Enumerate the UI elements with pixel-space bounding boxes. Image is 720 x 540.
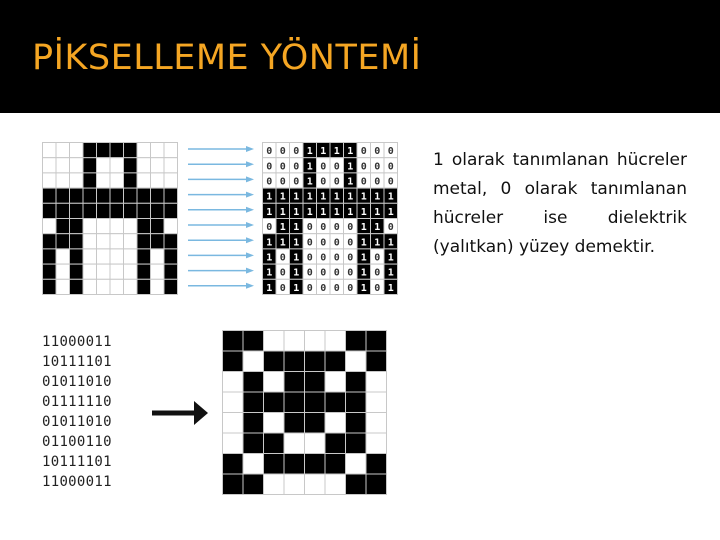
top-binary-digit: 1 xyxy=(293,191,300,203)
top-pixel-cell xyxy=(43,143,57,158)
bottom-pixel-cell xyxy=(264,351,285,372)
top-pixel-cell xyxy=(70,249,84,264)
top-pixel-cell xyxy=(137,173,151,188)
top-pixel-cell xyxy=(43,264,57,279)
bottom-pixel-cell xyxy=(264,372,285,393)
bottom-pixel-cell xyxy=(264,392,285,413)
bottom-pixel-cell xyxy=(284,454,305,475)
bottom-pixel-cell xyxy=(346,351,367,372)
bottom-pixel-cell xyxy=(284,474,305,495)
top-binary-digit: 1 xyxy=(279,222,286,234)
top-pixel-cell xyxy=(110,173,124,188)
top-pixel-cell xyxy=(70,264,84,279)
top-binary-digit: 0 xyxy=(266,222,273,234)
bottom-pixel-cell xyxy=(264,433,285,454)
top-binary-digit: 0 xyxy=(374,176,381,188)
top-binary-digit: 0 xyxy=(320,267,327,279)
top-binary-digit: 1 xyxy=(266,282,273,294)
top-binary-digit: 1 xyxy=(279,191,286,203)
top-pixel-cell xyxy=(151,203,165,218)
top-pixel-cell xyxy=(137,219,151,234)
top-pixel-cell xyxy=(124,203,138,218)
bottom-pixel-cell xyxy=(366,474,387,495)
top-pixel-cell xyxy=(110,158,124,173)
top-pixel-cell xyxy=(83,234,97,249)
top-pixel-cell xyxy=(124,234,138,249)
top-pixel-cell xyxy=(83,188,97,203)
top-pixel-cell xyxy=(110,203,124,218)
blue-arrow-head xyxy=(246,252,254,258)
bottom-pixel-cell xyxy=(366,413,387,434)
top-binary-digit: 1 xyxy=(387,191,394,203)
bottom-pixel-cell xyxy=(346,433,367,454)
right-arrow-icon xyxy=(150,398,210,428)
top-binary-digit: 0 xyxy=(306,282,313,294)
top-binary-digit: 0 xyxy=(266,161,273,173)
top-pixel-cell xyxy=(97,249,111,264)
bottom-pixel-cell xyxy=(223,372,244,393)
bottom-pixel-cell xyxy=(325,474,346,495)
top-pixel-cell xyxy=(110,279,124,294)
top-pixel-cell xyxy=(70,143,84,158)
top-binary-digit: 1 xyxy=(293,222,300,234)
bottom-pixel-cell xyxy=(366,372,387,393)
top-pixel-cell xyxy=(137,188,151,203)
top-binary-digit: 0 xyxy=(333,222,340,234)
top-pixel-cell xyxy=(83,143,97,158)
top-pixel-cell xyxy=(56,143,70,158)
top-binary-digit: 0 xyxy=(374,282,381,294)
top-pixel-cell xyxy=(137,234,151,249)
top-pixel-cell xyxy=(43,158,57,173)
top-pixel-cell xyxy=(97,264,111,279)
bottom-pixel-cell xyxy=(243,372,264,393)
top-binary-digit: 1 xyxy=(360,222,367,234)
bottom-pixel-cell xyxy=(223,454,244,475)
top-pixel-cell xyxy=(97,234,111,249)
slide-title: PİKSELLEME YÖNTEMİ xyxy=(32,38,422,78)
top-pixel-cell xyxy=(164,249,178,264)
top-pixel-cell xyxy=(124,279,138,294)
top-pixel-cell xyxy=(56,219,70,234)
top-pixel-cell xyxy=(56,203,70,218)
top-pixel-cell xyxy=(97,158,111,173)
top-pixel-cell xyxy=(70,173,84,188)
bottom-pixel-cell xyxy=(264,331,285,352)
top-binary-digit: 0 xyxy=(360,146,367,158)
binary-code-list xyxy=(42,332,112,492)
top-pixel-cell xyxy=(110,234,124,249)
bottom-pixel-cell xyxy=(284,392,305,413)
top-binary-digit: 1 xyxy=(266,206,273,218)
top-binary-digit: 0 xyxy=(320,161,327,173)
top-pixel-cell xyxy=(137,143,151,158)
blue-arrow-head xyxy=(246,192,254,198)
bottom-pixel-cell xyxy=(325,331,346,352)
blue-arrow-head xyxy=(246,268,254,274)
top-binary-digit: 1 xyxy=(374,206,381,218)
top-pixel-cell xyxy=(124,249,138,264)
top-binary-digit: 0 xyxy=(374,146,381,158)
bottom-pixel-cell xyxy=(284,351,305,372)
top-binary-digit: 0 xyxy=(360,176,367,188)
top-pixel-cell xyxy=(43,173,57,188)
top-binary-digit: 0 xyxy=(333,237,340,249)
bottom-pixel-cell xyxy=(264,474,285,495)
binary-code-line: 01011010 xyxy=(42,414,112,430)
top-binary-digit: 0 xyxy=(387,176,394,188)
bottom-pixel-cell xyxy=(346,392,367,413)
bottom-pixel-cell xyxy=(284,433,305,454)
top-binary-digit: 1 xyxy=(387,282,394,294)
top-pixel-cell xyxy=(164,158,178,173)
top-binary-digit: 1 xyxy=(306,176,313,188)
top-binary-digit: 0 xyxy=(333,252,340,264)
top-binary-digit: 1 xyxy=(266,267,273,279)
bottom-pixel-cell xyxy=(325,372,346,393)
top-binary-digit: 1 xyxy=(266,252,273,264)
top-pixel-cell xyxy=(151,234,165,249)
top-binary-digit: 0 xyxy=(347,252,354,264)
top-pixel-cell xyxy=(137,279,151,294)
top-binary-digit: 1 xyxy=(279,237,286,249)
top-binary-digit: 1 xyxy=(374,191,381,203)
bottom-pixel-cell xyxy=(325,351,346,372)
bottom-pixel-cell xyxy=(305,413,326,434)
top-pixel-cell xyxy=(97,173,111,188)
top-pixel-cell xyxy=(164,279,178,294)
top-pixel-cell xyxy=(83,203,97,218)
top-pixel-cell xyxy=(56,158,70,173)
top-pixel-cell xyxy=(124,264,138,279)
top-binary-digit: 0 xyxy=(347,282,354,294)
bottom-pixel-cell xyxy=(346,331,367,352)
top-pixel-grid xyxy=(42,142,180,297)
top-pixel-cell xyxy=(56,279,70,294)
blue-arrow-head xyxy=(246,237,254,243)
top-pixel-cell xyxy=(43,234,57,249)
top-binary-digit: 0 xyxy=(266,176,273,188)
bottom-pixel-cell xyxy=(305,331,326,352)
top-binary-digit: 1 xyxy=(360,282,367,294)
top-binary-digit: 0 xyxy=(374,161,381,173)
top-pixel-cell xyxy=(70,158,84,173)
top-binary-digit: 1 xyxy=(293,282,300,294)
top-pixel-cell xyxy=(164,188,178,203)
top-binary-digit: 0 xyxy=(320,237,327,249)
top-pixel-cell xyxy=(151,158,165,173)
title-bar xyxy=(0,0,720,113)
top-binary-digit: 0 xyxy=(387,161,394,173)
bottom-pixel-cell xyxy=(243,454,264,475)
bottom-pixel-cell xyxy=(305,433,326,454)
top-binary-digit: 1 xyxy=(374,222,381,234)
bottom-pixel-cell xyxy=(346,372,367,393)
top-binary-digit: 0 xyxy=(387,146,394,158)
top-binary-digit: 0 xyxy=(360,161,367,173)
blue-arrows xyxy=(186,142,258,297)
binary-code-line: 01011010 xyxy=(42,374,112,390)
top-pixel-cell xyxy=(151,219,165,234)
top-binary-digit: 0 xyxy=(279,282,286,294)
top-pixel-cell xyxy=(83,173,97,188)
top-binary-digit: 1 xyxy=(333,206,340,218)
top-pixel-cell xyxy=(70,279,84,294)
top-pixel-cell xyxy=(97,188,111,203)
top-pixel-cell xyxy=(110,264,124,279)
top-pixel-cell xyxy=(70,219,84,234)
top-binary-digit: 1 xyxy=(387,206,394,218)
top-binary-digit: 0 xyxy=(293,176,300,188)
top-pixel-cell xyxy=(43,249,57,264)
bottom-pixel-cell xyxy=(243,392,264,413)
top-pixel-cell xyxy=(164,203,178,218)
top-binary-digit: 0 xyxy=(279,267,286,279)
blue-arrow-head xyxy=(246,207,254,213)
bottom-pixel-cell xyxy=(223,351,244,372)
top-pixel-cell xyxy=(97,279,111,294)
top-pixel-cell xyxy=(43,219,57,234)
top-binary-digit: 1 xyxy=(360,252,367,264)
top-pixel-cell xyxy=(43,279,57,294)
top-binary-digit: 0 xyxy=(306,267,313,279)
bottom-pixel-cell xyxy=(366,454,387,475)
top-binary-digit: 0 xyxy=(347,267,354,279)
top-pixel-cell xyxy=(124,158,138,173)
bottom-pixel-cell xyxy=(366,351,387,372)
top-pixel-cell xyxy=(151,173,165,188)
top-binary-digit: 1 xyxy=(306,146,313,158)
top-binary-digit: 0 xyxy=(293,161,300,173)
top-pixel-cell xyxy=(151,249,165,264)
bottom-pixel-cell xyxy=(223,413,244,434)
blue-arrow-head xyxy=(246,176,254,182)
top-pixel-cell xyxy=(110,249,124,264)
top-binary-digit: 0 xyxy=(279,161,286,173)
top-binary-digit: 0 xyxy=(347,222,354,234)
top-pixel-cell xyxy=(70,203,84,218)
blue-arrow-head xyxy=(246,161,254,167)
top-binary-digit: 1 xyxy=(360,206,367,218)
top-binary-digit: 1 xyxy=(347,176,354,188)
top-binary-digit: 0 xyxy=(374,252,381,264)
bottom-pixel-cell xyxy=(243,413,264,434)
bottom-pixel-cell xyxy=(305,392,326,413)
top-binary-digit: 1 xyxy=(333,146,340,158)
bottom-pixel-cell xyxy=(325,413,346,434)
top-pixel-cell xyxy=(151,188,165,203)
top-binary-digit: 1 xyxy=(347,161,354,173)
top-binary-digit: 0 xyxy=(387,222,394,234)
bottom-pixel-grid xyxy=(222,330,388,496)
blue-arrow-head xyxy=(246,222,254,228)
top-pixel-cell xyxy=(43,203,57,218)
top-binary-digit: 0 xyxy=(320,252,327,264)
top-binary-digit: 1 xyxy=(293,252,300,264)
top-pixel-cell xyxy=(151,264,165,279)
top-pixel-cell xyxy=(97,219,111,234)
top-pixel-cell xyxy=(124,143,138,158)
top-binary-digit: 0 xyxy=(347,237,354,249)
bottom-pixel-cell xyxy=(243,474,264,495)
top-pixel-cell xyxy=(83,279,97,294)
top-binary-digit: 0 xyxy=(306,222,313,234)
top-binary-digit: 1 xyxy=(347,191,354,203)
top-pixel-cell xyxy=(110,188,124,203)
top-binary-digit: 0 xyxy=(374,267,381,279)
bottom-pixel-cell xyxy=(223,331,244,352)
bottom-pixel-cell xyxy=(346,474,367,495)
top-binary-digit: 1 xyxy=(320,146,327,158)
top-pixel-cell xyxy=(70,234,84,249)
top-pixel-cell xyxy=(124,219,138,234)
bottom-pixel-cell xyxy=(243,331,264,352)
blue-arrow-head xyxy=(246,146,254,152)
top-pixel-cell xyxy=(137,249,151,264)
top-pixel-cell xyxy=(97,143,111,158)
top-binary-digit: 1 xyxy=(333,191,340,203)
top-binary-grid xyxy=(262,142,400,297)
top-binary-digit: 0 xyxy=(279,252,286,264)
top-pixel-cell xyxy=(97,203,111,218)
top-binary-digit: 0 xyxy=(306,237,313,249)
top-binary-digit: 0 xyxy=(279,146,286,158)
bottom-pixel-cell xyxy=(264,413,285,434)
top-binary-digit: 0 xyxy=(320,176,327,188)
top-binary-digit: 0 xyxy=(279,176,286,188)
bottom-pixel-cell xyxy=(223,433,244,454)
top-pixel-cell xyxy=(83,158,97,173)
top-pixel-cell xyxy=(151,279,165,294)
top-binary-digit: 1 xyxy=(374,237,381,249)
top-binary-digit: 0 xyxy=(306,252,313,264)
top-pixel-cell xyxy=(70,188,84,203)
binary-code-line: 01111110 xyxy=(42,394,112,410)
top-binary-digit: 0 xyxy=(293,146,300,158)
bottom-pixel-cell xyxy=(243,433,264,454)
top-binary-digit: 1 xyxy=(306,191,313,203)
bottom-pixel-cell xyxy=(305,351,326,372)
bottom-pixel-cell xyxy=(284,331,305,352)
bottom-pixel-cell xyxy=(305,372,326,393)
top-binary-digit: 0 xyxy=(333,176,340,188)
top-pixel-cell xyxy=(164,234,178,249)
binary-code-line: 01100110 xyxy=(42,434,112,450)
top-pixel-cell xyxy=(124,173,138,188)
bottom-pixel-cell xyxy=(366,331,387,352)
blue-arrow-head xyxy=(246,283,254,289)
top-binary-digit: 1 xyxy=(293,206,300,218)
top-pixel-cell xyxy=(56,188,70,203)
bottom-pixel-cell xyxy=(264,454,285,475)
top-pixel-cell xyxy=(56,173,70,188)
bottom-pixel-cell xyxy=(346,413,367,434)
bottom-pixel-cell xyxy=(325,433,346,454)
top-binary-digit: 0 xyxy=(333,267,340,279)
top-pixel-cell xyxy=(83,219,97,234)
bottom-pixel-cell xyxy=(243,351,264,372)
top-binary-digit: 1 xyxy=(306,161,313,173)
top-pixel-cell xyxy=(164,143,178,158)
top-binary-digit: 1 xyxy=(387,252,394,264)
top-binary-digit: 1 xyxy=(266,191,273,203)
bottom-pixel-cell xyxy=(284,413,305,434)
top-binary-digit: 1 xyxy=(347,146,354,158)
top-binary-digit: 1 xyxy=(293,267,300,279)
top-binary-digit: 0 xyxy=(320,282,327,294)
top-pixel-cell xyxy=(83,249,97,264)
top-binary-digit: 1 xyxy=(387,267,394,279)
bottom-pixel-cell xyxy=(325,454,346,475)
top-binary-digit: 1 xyxy=(360,237,367,249)
top-binary-digit: 0 xyxy=(320,222,327,234)
top-binary-digit: 1 xyxy=(320,191,327,203)
bottom-pixel-cell xyxy=(223,474,244,495)
top-pixel-cell xyxy=(56,234,70,249)
top-pixel-cell xyxy=(43,188,57,203)
top-pixel-cell xyxy=(83,264,97,279)
bottom-pixel-cell xyxy=(346,454,367,475)
top-pixel-cell xyxy=(151,143,165,158)
top-binary-digit: 1 xyxy=(293,237,300,249)
bottom-pixel-cell xyxy=(223,392,244,413)
top-binary-digit: 1 xyxy=(360,191,367,203)
binary-code-line: 10111101 xyxy=(42,454,112,470)
top-pixel-cell xyxy=(164,219,178,234)
bottom-pixel-cell xyxy=(284,372,305,393)
top-pixel-cell xyxy=(137,264,151,279)
top-binary-digit: 0 xyxy=(333,161,340,173)
top-pixel-cell xyxy=(137,203,151,218)
top-binary-digit: 1 xyxy=(266,237,273,249)
top-pixel-cell xyxy=(110,219,124,234)
binary-code-line: 11000011 xyxy=(42,334,112,350)
top-binary-digit: 1 xyxy=(320,206,327,218)
top-binary-digit: 1 xyxy=(360,267,367,279)
top-pixel-cell xyxy=(56,249,70,264)
top-binary-digit: 0 xyxy=(266,146,273,158)
top-pixel-cell xyxy=(124,188,138,203)
bottom-pixel-cell xyxy=(366,433,387,454)
top-binary-digit: 1 xyxy=(279,206,286,218)
top-pixel-cell xyxy=(137,158,151,173)
top-binary-digit: 0 xyxy=(333,282,340,294)
description-paragraph: 1 olarak tanımlanan hücreler metal, 0 olarak tanımlanan hücreler ise dielektrik (yalıtkan) yüzey demektir. xyxy=(433,150,687,257)
top-pixel-cell xyxy=(56,264,70,279)
top-binary-digit: 1 xyxy=(387,237,394,249)
top-pixel-cell xyxy=(110,143,124,158)
binary-code-line: 10111101 xyxy=(42,354,112,370)
top-pixel-cell xyxy=(164,264,178,279)
bottom-pixel-cell xyxy=(366,392,387,413)
top-pixel-cell xyxy=(164,173,178,188)
bottom-pixel-cell xyxy=(305,454,326,475)
top-binary-digit: 1 xyxy=(306,206,313,218)
top-binary-digit: 1 xyxy=(347,206,354,218)
binary-code-line: 11000011 xyxy=(42,474,112,490)
bottom-pixel-cell xyxy=(305,474,326,495)
bottom-pixel-cell xyxy=(325,392,346,413)
